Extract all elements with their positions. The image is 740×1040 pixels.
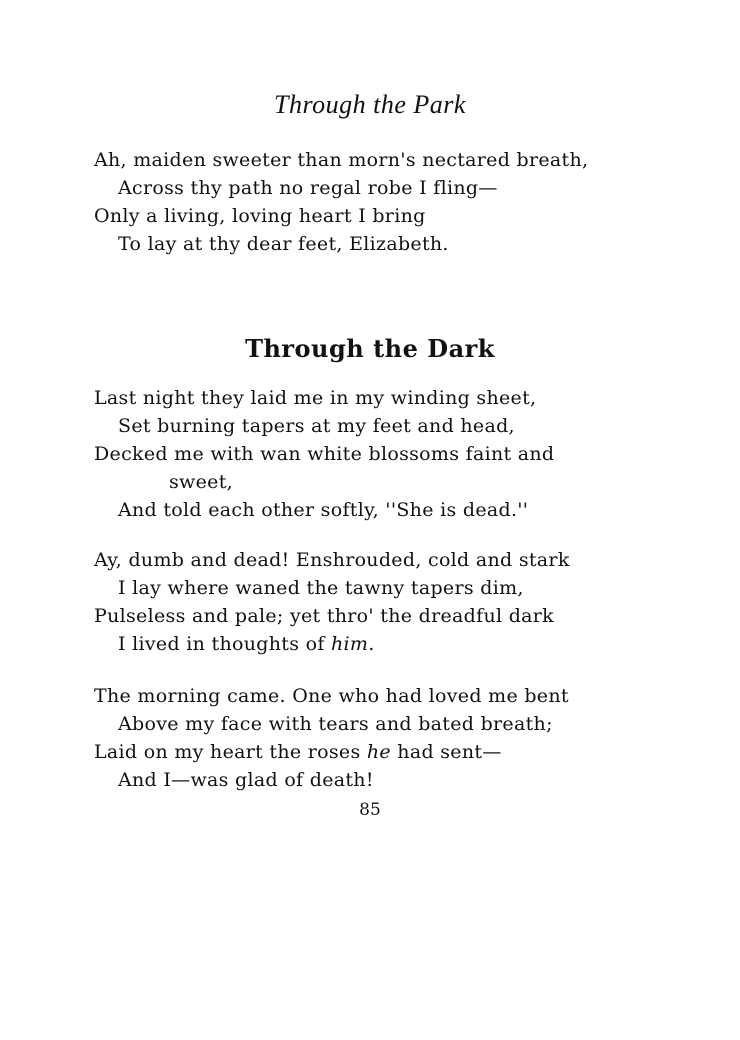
- poem-line: To lay at thy dear feet, Elizabeth.: [118, 233, 449, 255]
- poem-line: [94, 738, 502, 766]
- poem-line: Ah, maiden sweeter than morn's nectared breath,: [94, 149, 589, 171]
- poem-line: The morning came. One who had loved me bent: [94, 685, 569, 707]
- poem-line: Decked me with wan white blossoms faint and: [94, 443, 555, 465]
- poem-line: Pulseless and pale; yet thro' the dreadful dark: [94, 605, 554, 627]
- italic-word: him: [331, 633, 369, 655]
- poem-line: Above my face with tears and bated breath;: [118, 713, 553, 735]
- poem-line: Across thy path no regal robe I fling—: [118, 177, 498, 199]
- line-text: Laid on my heart the roses: [94, 741, 367, 763]
- running-head: Through the Park: [274, 90, 466, 119]
- line-text: .: [368, 633, 375, 655]
- line-text: had sent—: [390, 741, 502, 763]
- italic-word: he: [366, 741, 391, 763]
- poem-line: Ay, dumb and dead! Enshrouded, cold and stark: [94, 549, 570, 571]
- poem-line: Last night they laid me in my winding sheet,: [94, 387, 537, 409]
- line-text: I lived in thoughts of: [118, 633, 332, 655]
- poem-line: Only a living, loving heart I bring: [94, 205, 426, 227]
- poem-line: I lay where waned the tawny tapers dim,: [118, 577, 524, 599]
- page-number: 85: [359, 800, 381, 820]
- poem-line: [118, 630, 375, 658]
- poem-line: Set burning tapers at my feet and head,: [118, 415, 515, 437]
- poem-line-continuation: sweet,: [169, 471, 233, 493]
- poem-title: Through the Dark: [245, 334, 495, 363]
- poem-line: And I—was glad of death!: [118, 769, 374, 791]
- poem-line: And told each other softly, ''She is dead.'': [118, 499, 529, 521]
